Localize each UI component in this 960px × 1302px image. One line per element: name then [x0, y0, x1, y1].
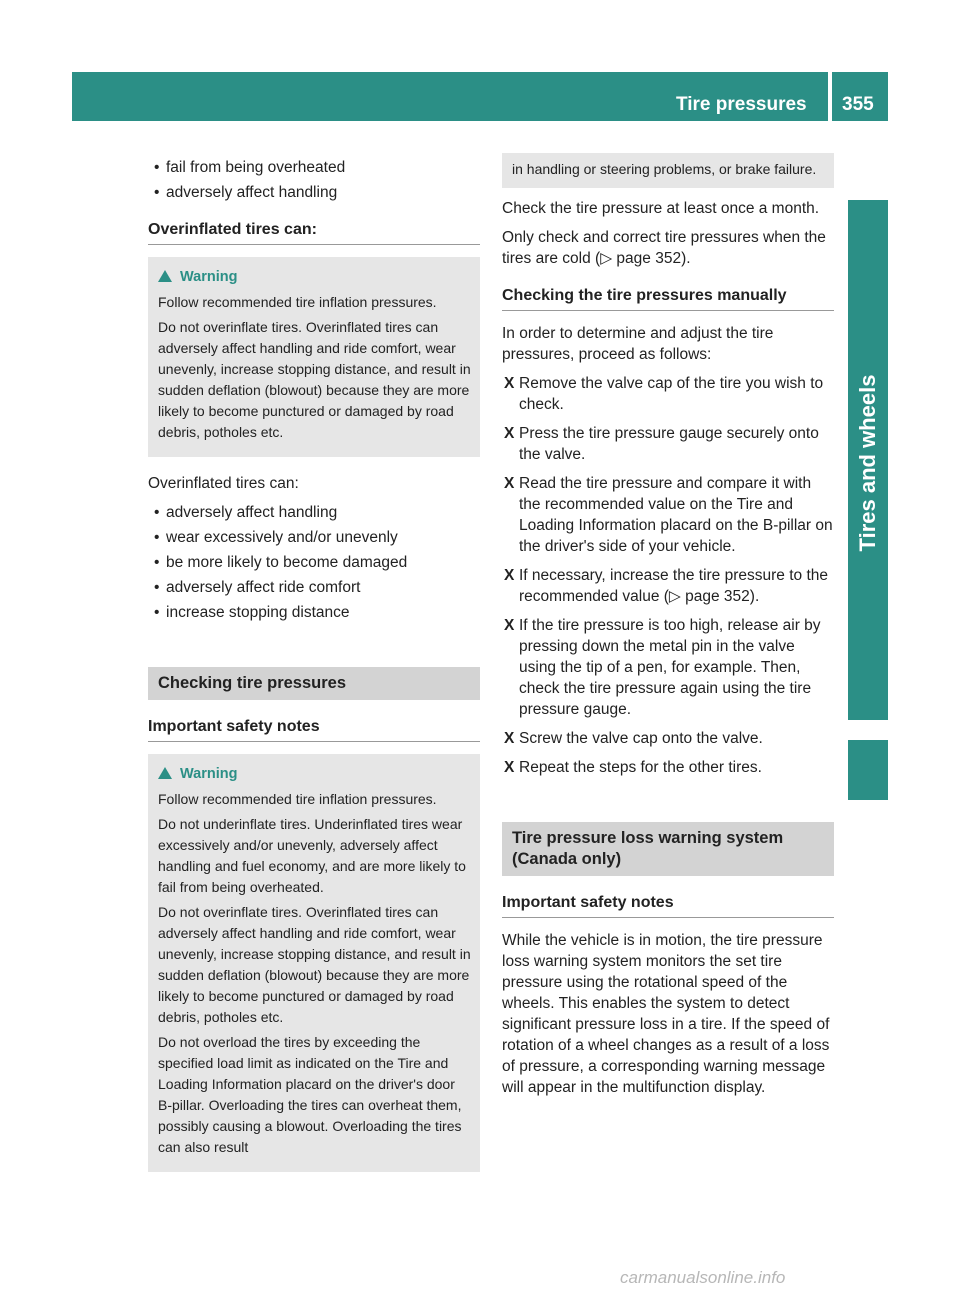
step-item: X Read the tire pressure and compare it with the recommended value on the Tire and Loading Information placard on the B-pillar on the driver's side of your vehicle.	[504, 475, 833, 555]
list-item: • fail from being overheated	[154, 159, 346, 176]
list-item: • adversely affect ride comfort	[154, 579, 361, 596]
subheading-safety: Important safety notes	[148, 716, 480, 742]
step-item: X If necessary, increase the tire pressure to the recommended value (▷ page 352).	[504, 567, 829, 605]
body-text: Check the tire pressure at least once a month.	[502, 200, 820, 217]
body-text: In order to determine and adjust the tire pressures, proceed as follows:	[502, 325, 774, 363]
step-item: X Press the tire pressure gauge securely onto the valve.	[504, 425, 819, 463]
step-item: X Screw the valve cap onto the valve.	[504, 730, 763, 747]
watermark: carmanualsonline.info	[620, 1268, 786, 1287]
list-item: • adversely affect handling	[154, 504, 338, 521]
body-text: Overinflated tires can:	[148, 475, 299, 492]
warning-continued: in handling or steering problems, or brake failure.	[502, 153, 834, 188]
list-item: • adversely affect handling	[154, 184, 338, 201]
step-item: X Repeat the steps for the other tires.	[504, 759, 762, 776]
chapter-marker	[848, 740, 888, 800]
body-text: Only check and correct tire pressures when the tires are cold (▷ page 352).	[502, 229, 826, 267]
subheading-manual-check: Checking the tire pressures manually	[502, 285, 834, 311]
list-item: • wear excessively and/or unevenly	[154, 529, 398, 546]
subheading-safety: Important safety notes	[502, 892, 834, 918]
step-item: X If the tire pressure is too high, release air by pressing down the metal pin in the valve using the tip of a pen, for example. Then, check the tire pressure again using the tire pressure gauge.	[504, 617, 821, 718]
left-column	[148, 153, 480, 1188]
warning-icon	[158, 270, 172, 282]
warning-text: Do not overinflate tires. Overinflated tires can adversely affect handling and ride comfort, wear unevenly, increase stopping distance, and result in sudden deflation (blowout) because they are more likely to become punctured or damaged by road debris, potholes etc.	[158, 319, 471, 440]
warning-text: Do not underinflate tires. Underinflated tires wear excessively and/or unevenly, adversely affect handling and fuel economy, and are more likely to fail from being overheated.	[158, 816, 466, 895]
warning-box	[148, 257, 480, 457]
step-item: X Remove the valve cap of the tire you wish to check.	[504, 375, 824, 413]
warning-text: Do not overload the tires by exceeding the specified load limit as indicated on the Tire and Loading Information placard on the driver's door B-pillar. Overloading the tires can overheat them, possibly causing a blowout. Overloading the tires can also result	[158, 1034, 462, 1155]
warning-text: Follow recommended tire inflation pressures.	[158, 791, 437, 807]
warning-icon	[158, 767, 172, 779]
warning-text: Do not overinflate tires. Overinflated tires can adversely affect handling and ride comfort, wear unevenly, increase stopping distance, and result in sudden deflation (blowout) because they are more likely to become punctured or damaged by road debris, potholes etc.	[158, 904, 471, 1025]
warning-text: Follow recommended tire inflation pressures.	[158, 294, 437, 310]
page-number: 355	[842, 94, 874, 115]
warning-box	[148, 754, 480, 1172]
list-item: • be more likely to become damaged	[154, 554, 408, 571]
section-title: Tire pressure loss warning system (Canada only)	[502, 822, 834, 876]
chapter-tab-label: Tires and wheels	[855, 374, 880, 552]
right-column	[502, 153, 834, 1106]
chapter-tab-label-wrap	[855, 200, 908, 720]
subheading-overinflated: Overinflated tires can:	[148, 219, 480, 245]
body-text: While the vehicle is in motion, the tire pressure loss warning system monitors the set tire pressure using the rotational speed of the wheels. This enables the system to detect significant pressure loss in a tire. If the speed of rotation of a wheel changes as a result of a loss of pressure, a corresponding warning message will appear in the multifunction display.	[502, 932, 830, 1096]
page-title: Tire pressures	[676, 94, 807, 115]
warning-title: Warning	[158, 764, 472, 785]
warning-title: Warning	[158, 267, 472, 288]
list-item: • increase stopping distance	[154, 604, 350, 621]
section-title: Checking tire pressures	[148, 667, 480, 700]
